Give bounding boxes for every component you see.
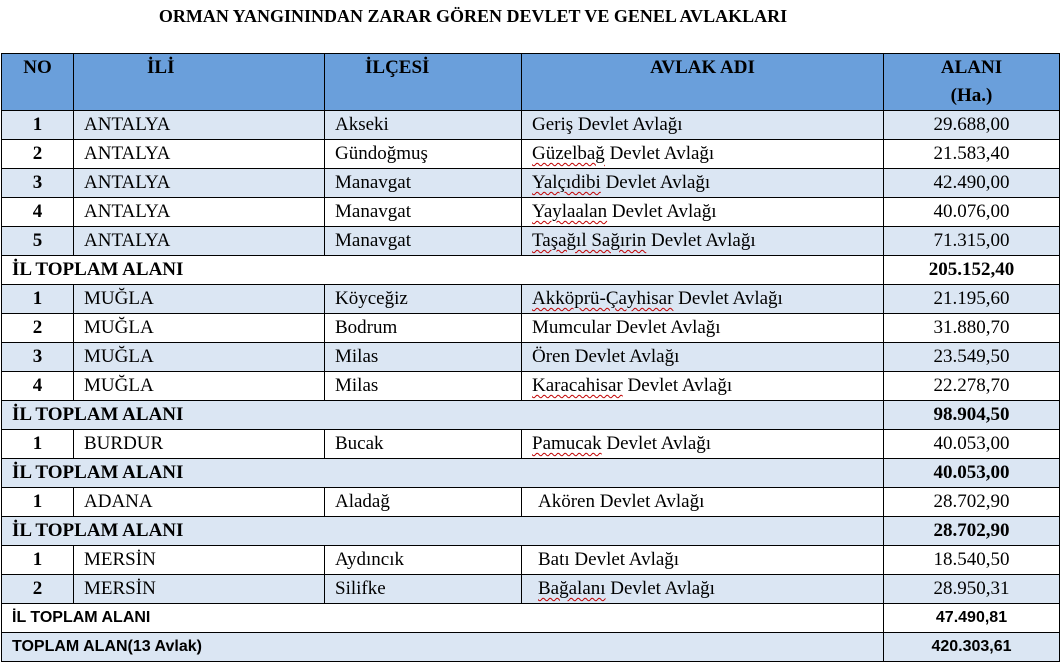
row-il: ADANA (74, 488, 325, 517)
row-no: 2 (2, 140, 74, 169)
row-avlak: Karacahisar Devlet Avlağı (522, 372, 884, 401)
table-row (2, 140, 1060, 169)
row-il: MUĞLA (74, 343, 325, 372)
row-ilce: Manavgat (325, 198, 522, 227)
table-row (2, 285, 1060, 314)
header-alan (884, 54, 1060, 111)
subtotal-row (2, 517, 1060, 546)
row-no: 2 (2, 575, 74, 604)
table-row (2, 314, 1060, 343)
subtotal-label: İL TOPLAM ALANI (2, 604, 884, 633)
row-no: 3 (2, 169, 74, 198)
row-alan: 29.688,00 (884, 111, 1060, 140)
table-row (2, 575, 1060, 604)
row-no: 1 (2, 546, 74, 575)
row-avlak: Taşağıl Sağırin Devlet Avlağı (522, 227, 884, 256)
subtotal-value: 205.152,40 (884, 256, 1060, 285)
header-il: İLİ (74, 54, 325, 111)
row-alan: 21.583,40 (884, 140, 1060, 169)
table-row (2, 169, 1060, 198)
row-no: 3 (2, 343, 74, 372)
table-row (2, 488, 1060, 517)
subtotal-label: İL TOPLAM ALANI (2, 517, 884, 546)
row-alan: 40.076,00 (884, 198, 1060, 227)
subtotal-label: İL TOPLAM ALANI (2, 459, 884, 488)
header-alan-label: ALANI (940, 57, 1003, 78)
grand-total-row (2, 633, 1060, 662)
row-avlak: Geriş Devlet Avlağı (522, 111, 884, 140)
row-no: 1 (2, 285, 74, 314)
row-il: BURDUR (74, 430, 325, 459)
subtotal-row (2, 604, 1060, 633)
grand-total-label: TOPLAM ALAN(13 Avlak) (2, 633, 884, 662)
row-ilce: Aladağ (325, 488, 522, 517)
subtotal-label: İL TOPLAM ALANI (2, 401, 884, 430)
table-row (2, 198, 1060, 227)
row-ilce: Köyceğiz (325, 285, 522, 314)
table-row (2, 430, 1060, 459)
row-ilce: Akseki (325, 111, 522, 140)
row-alan: 71.315,00 (884, 227, 1060, 256)
row-no: 1 (2, 488, 74, 517)
row-il: MERSİN (74, 546, 325, 575)
row-ilce: Aydıncık (325, 546, 522, 575)
subtotal-value: 47.490,81 (884, 604, 1060, 633)
subtotal-row (2, 459, 1060, 488)
row-il: MUĞLA (74, 314, 325, 343)
row-avlak: Pamucak Devlet Avlağı (522, 430, 884, 459)
row-il: MUĞLA (74, 372, 325, 401)
row-avlak: Akköprü-Çayhisar Devlet Avlağı (522, 285, 884, 314)
page-title: ORMAN YANGININDAN ZARAR GÖREN DEVLET VE GENEL AVLAKLARI (158, 6, 788, 26)
row-avlak: Mumcular Devlet Avlağı (522, 314, 884, 343)
row-ilce: Milas (325, 372, 522, 401)
row-ilce: Silifke (325, 575, 522, 604)
row-il: ANTALYA (74, 140, 325, 169)
table-row (2, 372, 1060, 401)
subtotal-value: 28.702,90 (884, 517, 1060, 546)
header-no: NO (2, 54, 74, 111)
subtotal-label: İL TOPLAM ALANI (2, 256, 884, 285)
subtotal-row (2, 256, 1060, 285)
grand-total-value: 420.303,61 (884, 633, 1060, 662)
row-alan: 18.540,50 (884, 546, 1060, 575)
row-ilce: Gündoğmuş (325, 140, 522, 169)
header-alan-unit: (Ha.) (950, 85, 993, 106)
row-alan: 42.490,00 (884, 169, 1060, 198)
row-alan: 40.053,00 (884, 430, 1060, 459)
table-row (2, 111, 1060, 140)
row-il: ANTALYA (74, 169, 325, 198)
row-ilce: Manavgat (325, 169, 522, 198)
row-alan: 28.702,90 (884, 488, 1060, 517)
subtotal-value: 98.904,50 (884, 401, 1060, 430)
header-ilce: İLÇESİ (325, 54, 522, 111)
table-row (2, 227, 1060, 256)
row-no: 4 (2, 198, 74, 227)
row-ilce: Bucak (325, 430, 522, 459)
table-row (2, 546, 1060, 575)
row-avlak: Yaylaalan Devlet Avlağı (522, 198, 884, 227)
row-il: MUĞLA (74, 285, 325, 314)
row-avlak: Batı Devlet Avlağı (522, 546, 884, 575)
row-avlak: Güzelbağ Devlet Avlağı (522, 140, 884, 169)
row-il: ANTALYA (74, 198, 325, 227)
row-alan: 21.195,60 (884, 285, 1060, 314)
avlak-table (1, 53, 1060, 662)
row-avlak: Yalçıdibi Devlet Avlağı (522, 169, 884, 198)
row-alan: 23.549,50 (884, 343, 1060, 372)
row-avlak: Ören Devlet Avlağı (522, 343, 884, 372)
row-no: 1 (2, 111, 74, 140)
row-alan: 28.950,31 (884, 575, 1060, 604)
row-avlak: Akören Devlet Avlağı (522, 488, 884, 517)
row-ilce: Milas (325, 343, 522, 372)
row-il: MERSİN (74, 575, 325, 604)
row-il: ANTALYA (74, 227, 325, 256)
subtotal-row (2, 401, 1060, 430)
row-alan: 22.278,70 (884, 372, 1060, 401)
table-row (2, 343, 1060, 372)
row-no: 1 (2, 430, 74, 459)
row-ilce: Manavgat (325, 227, 522, 256)
row-avlak: Bağalanı Devlet Avlağı (522, 575, 884, 604)
header-avlak: AVLAK ADI (522, 54, 884, 111)
row-no: 5 (2, 227, 74, 256)
subtotal-value: 40.053,00 (884, 459, 1060, 488)
row-ilce: Bodrum (325, 314, 522, 343)
table-header-row (2, 54, 1060, 111)
row-il: ANTALYA (74, 111, 325, 140)
row-alan: 31.880,70 (884, 314, 1060, 343)
row-no: 2 (2, 314, 74, 343)
row-no: 4 (2, 372, 74, 401)
